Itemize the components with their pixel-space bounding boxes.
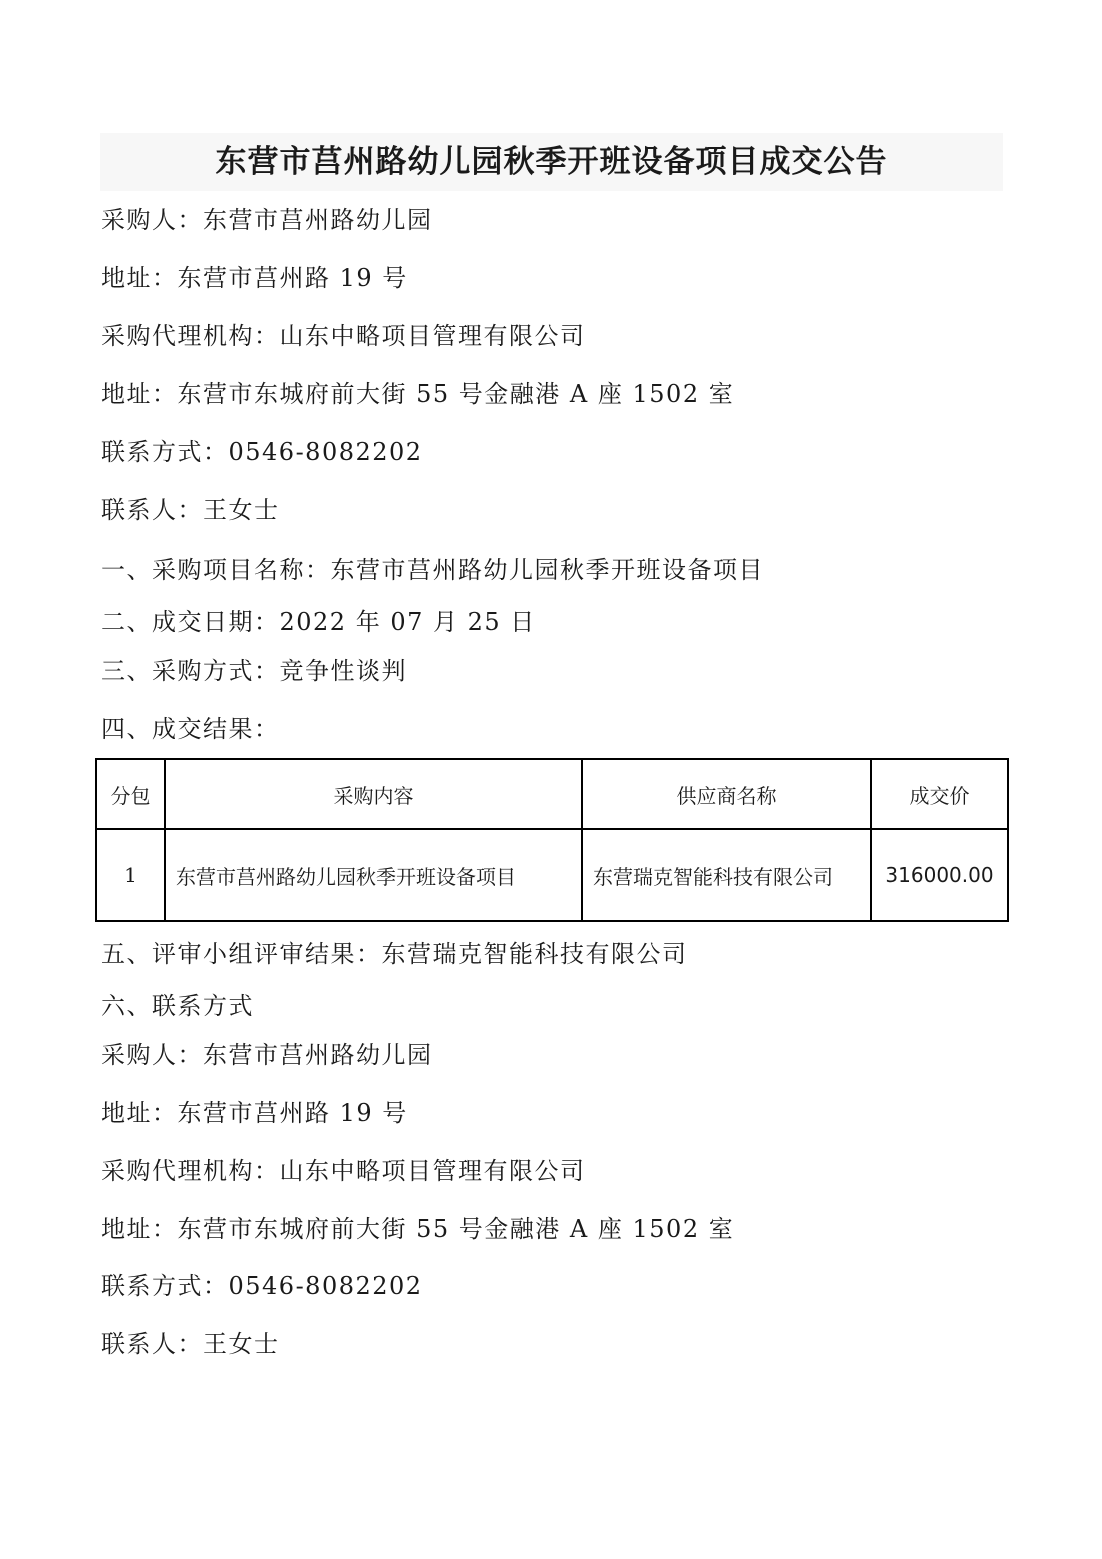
purchaser-line: 采购人：东营市莒州路幼儿园 <box>101 206 433 234</box>
section-procurement-method: 三、采购方式：竞争性谈判 <box>101 657 407 685</box>
table-row <box>96 829 1008 921</box>
cell-supplier: 东营瑞克智能科技有限公司 <box>582 829 871 921</box>
contact-person-line-2: 联系人：王女士 <box>101 1330 280 1358</box>
table-header-row <box>96 759 1008 829</box>
agency-address-line: 地址：东营市东城府前大街 55 号金融港 A 座 1502 室 <box>101 380 735 408</box>
header-price: 成交价 <box>871 759 1008 829</box>
contact-person-line: 联系人：王女士 <box>101 496 280 524</box>
cell-price: 316000.00 <box>871 829 1008 921</box>
agency-line: 采购代理机构：山东中略项目管理有限公司 <box>101 322 586 350</box>
section-review-result: 五、评审小组评审结果：东营瑞克智能科技有限公司 <box>101 940 688 968</box>
header-lot: 分包 <box>96 759 165 829</box>
document-title: 东营市莒州路幼儿园秋季开班设备项目成交公告 <box>215 144 888 180</box>
contact-agency-line: 采购代理机构：山东中略项目管理有限公司 <box>101 1157 586 1185</box>
section-contact-heading: 六、联系方式 <box>101 992 254 1020</box>
phone-line: 联系方式：0546-8082202 <box>101 438 423 466</box>
section-project-name: 一、采购项目名称：东营市莒州路幼儿园秋季开班设备项目 <box>101 556 764 584</box>
contact-agency-address-line: 地址：东营市东城府前大街 55 号金融港 A 座 1502 室 <box>101 1215 735 1243</box>
cell-content: 东营市莒州路幼儿园秋季开班设备项目 <box>165 829 582 921</box>
header-supplier: 供应商名称 <box>582 759 871 829</box>
result-table <box>95 758 1009 922</box>
section-deal-date: 二、成交日期：2022 年 07 月 25 日 <box>101 608 536 636</box>
header-content: 采购内容 <box>165 759 582 829</box>
section-result-heading: 四、成交结果： <box>101 715 280 743</box>
contact-purchaser-address-line: 地址：东营市莒州路 19 号 <box>101 1099 408 1127</box>
contact-purchaser-line: 采购人：东营市莒州路幼儿园 <box>101 1041 433 1069</box>
contact-phone-line: 联系方式：0546-8082202 <box>101 1272 423 1300</box>
purchaser-address-line: 地址：东营市莒州路 19 号 <box>101 264 408 292</box>
cell-lot: 1 <box>96 829 165 921</box>
